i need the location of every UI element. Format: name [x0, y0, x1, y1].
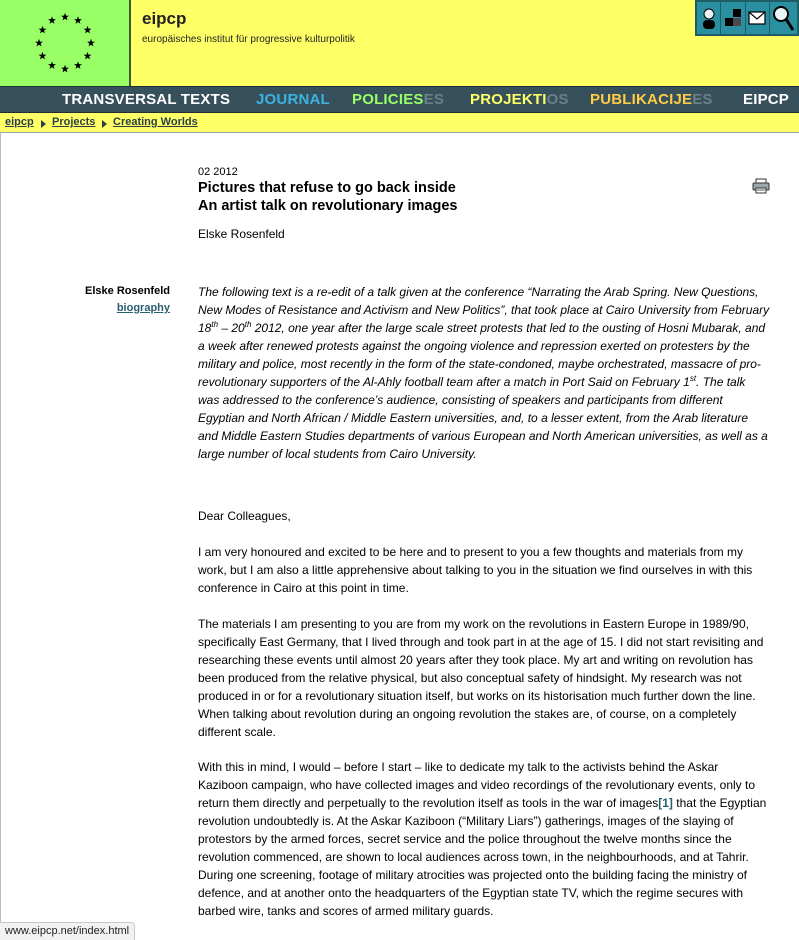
intro-sup: th: [211, 320, 219, 329]
intro-text: 2012, one year after the large scale street protests that led to the ousting of Hosni Mubarak, and a week after renewed protests against the ongoing violence and repression exerted on protesters by the military and police, most recently in the form of the state-condoned, maybe orchestrated, massacre of pro-revolutionary supporters of the Al-Ahly football team after a match in Port Said on February 1: [198, 321, 766, 389]
nav-policies[interactable]: [352, 91, 444, 108]
star-mark: [87, 39, 95, 47]
nav-label: TRANSVERSAL TEXTS: [62, 91, 231, 108]
star-mark: [38, 26, 46, 34]
nav-projekti[interactable]: [470, 91, 569, 108]
breadcrumb-eipcp[interactable]: eipcp: [5, 116, 34, 128]
star-mark: [48, 16, 56, 24]
star-mark: [74, 16, 82, 24]
intro-text: The following text is a re-edit of a talk given at the conference “Narrating the Arab Spring. New Questions, New Modes of Resistance and Activism and New Politics”, that took place at Cairo University from February 18: [198, 285, 770, 335]
article-title: Pictures that refuse to go back inside: [198, 180, 456, 196]
article-intro: [198, 283, 770, 463]
sidebar-author: Elske Rosenfeld: [85, 285, 170, 297]
person-icon[interactable]: [697, 2, 721, 34]
biography-link[interactable]: biography: [116, 302, 170, 314]
nav-ghost-text: ES: [423, 91, 445, 108]
article-date: 02 2012: [198, 166, 238, 178]
paragraph-text: With this in mind, I would – before I start – like to dedicate my talk to the activists behind the Askar Kaziboon campaign, who have collected images and video recordings of the revolutionary events, only to return them directly and perpetually to the revolution itself as tools in the war of images: [198, 760, 755, 810]
star-mark: [74, 61, 82, 69]
search-icon[interactable]: [770, 2, 797, 34]
nav-label: PROJEKTI: [470, 91, 547, 108]
article-author: Elske Rosenfeld: [198, 227, 285, 241]
footnote-link[interactable]: [1]: [658, 796, 673, 810]
eu-stars-icon: [30, 10, 100, 76]
intro-text: . The talk was addressed to the conference’s audience, consisting of speakers and participants from different Egyptian and North African / Middle Eastern universities, and, to a lesser extent, from the Arab literature and Middle Eastern Studies departments of various European and North American universities, as well as a large number of local students from Cairo University.: [198, 375, 768, 461]
cubes-icon[interactable]: [721, 2, 745, 34]
nav-publikacije[interactable]: [590, 91, 713, 108]
mail-icon[interactable]: [746, 2, 770, 34]
chevron-right-icon: [41, 120, 46, 128]
breadcrumb-creating-worlds[interactable]: Creating Worlds: [113, 116, 198, 128]
logo[interactable]: [0, 0, 131, 86]
intro-sup: st: [689, 374, 697, 383]
nav-label: JOURNAL: [256, 91, 330, 108]
intro-sup: th: [244, 320, 252, 329]
breadcrumb-projects[interactable]: Projects: [52, 116, 96, 128]
nav-eipcp[interactable]: [743, 91, 789, 108]
site-title[interactable]: eipcp: [142, 9, 187, 28]
paragraph: The materials I am presenting to you are from my work on the revolutions in Eastern Europe in 1989/90, specifically East Germany, that I lived through and took part in at the age of 15. I did not start revisiting and researching these events until almost 20 years after they took place. My art and writing on revolution has been produced from the relative physical, but also conceptual safety of hindsight. My research was not produced in or for a revolutionary situation itself, but works on its historisation much further down the line. When talking about revolution during an ongoing revolution the stakes are, of course, on a completely different scale.: [198, 617, 764, 739]
main-nav: [0, 86, 799, 113]
nav-label: PUBLIKACIJE: [590, 91, 693, 108]
paragraph-text: that the Egyptian revolution undoubtedly is. At the Askar Kaziboon (“Military Liars”) gatherings, images of the slaying of protestors by the armed forces, secret service and the police throughout the twelve months since the revolution commenced, are shown to local audiences across town, in the neighbourhoods, and at Tahrir. During one screening, footage of military atrocities was projected onto the building facing the ministry of defence, and at another onto the headquarters of the Egyptian state TV, which the regime secures with barbed wire, tanks and scores of armed military guards.: [198, 796, 767, 918]
star-mark: [38, 52, 46, 60]
nav-transversal-texts[interactable]: [62, 91, 230, 108]
star-mark: [61, 65, 69, 73]
site-header: [0, 0, 799, 86]
intro-text: – 20: [218, 321, 245, 335]
star-mark: [61, 13, 69, 21]
star-mark: [84, 52, 92, 60]
nav-journal[interactable]: [256, 91, 330, 108]
star-mark: [84, 26, 92, 34]
paragraph: I am very honoured and excited to be here and to present to you a few thoughts and materials from my work, but I am also a little apprehensive about talking to you in the situation we find ourselves in with this conference in Cairo at this point in time.: [198, 545, 753, 595]
site-subtitle: europäisches institut für progressive kulturpolitik: [142, 34, 355, 45]
article-subtitle: An artist talk on revolutionary images: [198, 198, 458, 214]
nav-label: POLICIES: [352, 91, 424, 108]
breadcrumb: [0, 113, 799, 133]
nav-ghost-text: OS: [546, 91, 569, 108]
salutation: Dear Colleagues,: [198, 509, 291, 523]
nav-label: EIPCP: [743, 91, 790, 108]
printer-icon[interactable]: [752, 178, 770, 199]
paragraph: [198, 758, 770, 920]
divider: [0, 133, 1, 940]
chevron-right-icon: [102, 120, 107, 128]
star-mark: [48, 61, 56, 69]
status-bar-url: www.eipcp.net/index.html: [0, 922, 135, 940]
nav-ghost-text: ES: [692, 91, 713, 108]
star-mark: [35, 39, 43, 47]
toolbar: [695, 0, 799, 36]
